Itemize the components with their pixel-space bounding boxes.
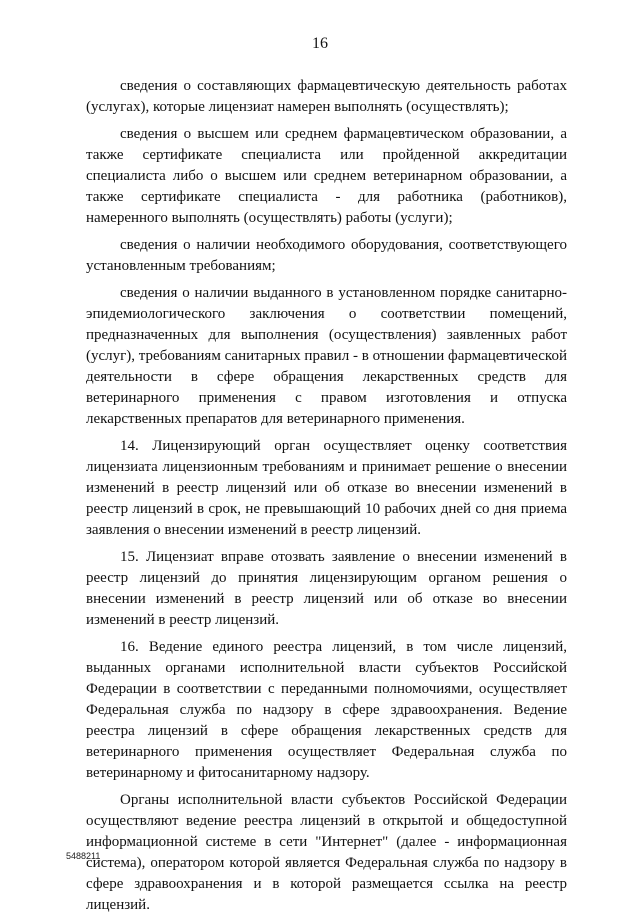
paragraph-regional-registry: Органы исполнительной власти субъектов Российской Федерации осуществляют ведение реестра лицензий в открытой и общедоступной информационной системе в сети "Интернет" (далее - информационная система), оператором которой является Федеральная служба по надзору в сфере здравоохранения и в которой размещается ссылка на реестр лицензий. (86, 792, 567, 913)
paragraph-equipment: сведения о наличии необходимого оборудования, соответствующего установленным требованиям; (86, 237, 567, 274)
footer-document-code: 5488211 (66, 851, 101, 861)
paragraph-clause-16: 16. Ведение единого реестра лицензий, в том числе лицензий, выданных органами исполнительной власти субъектов Российской Федерации в соответствии с переданными полномочиями, осуществляет Федеральная служба по надзору в сфере здравоохранения. Ведение реестра лицензий в сфере обращения лекарственных средств для ветеринарного применения осуществляет Федеральная служба по ветеринарному и фитосанитарному надзору. (86, 639, 567, 781)
page-number: 16 (312, 35, 328, 52)
paragraph-services: сведения о составляющих фармацевтическую деятельность работах (услугах), которые лицензиат намерен выполнять (осуществлять); (86, 78, 567, 115)
paragraph-sanitary-conclusion: сведения о наличии выданного в установленном порядке санитарно-эпидемиологического заключения о соответствии помещений, предназначенных для выполнения (осуществления) заявленных работ (услуг), требованиям санитарных правил - в отношении фармацевтической деятельности в сфере обращения лекарственных средств для ветеринарного применения с правом изготовления и отпуска лекарственных препаратов для ветеринарного применения. (86, 285, 567, 427)
paragraph-clause-15: 15. Лицензиат вправе отозвать заявление о внесении изменений в реестр лицензий до принятия лицензирующим органом решения о внесении изменений в реестр лицензий или об отказе во внесении изменений в реестр лицензий. (86, 549, 567, 628)
paragraph-clause-14: 14. Лицензирующий орган осуществляет оценку соответствия лицензиата лицензионным требованиям и принимает решение о внесении изменений в реестр лицензий или об отказе во внесении изменений в реестр лицензий в срок, не превышающий 10 рабочих дней со дня приема заявления о внесении изменений в реестр лицензий. (86, 438, 567, 538)
paragraph-education: сведения о высшем или среднем фармацевтическом образовании, а также сертификате специалиста или пройденной аккредитации специалиста либо о высшем или среднем ветеринарном образовании, а также сертификате специалиста - для работника (работников), намеренного выполнять (осуществлять) работы (услуги); (86, 126, 567, 226)
document-body (86, 76, 567, 922)
